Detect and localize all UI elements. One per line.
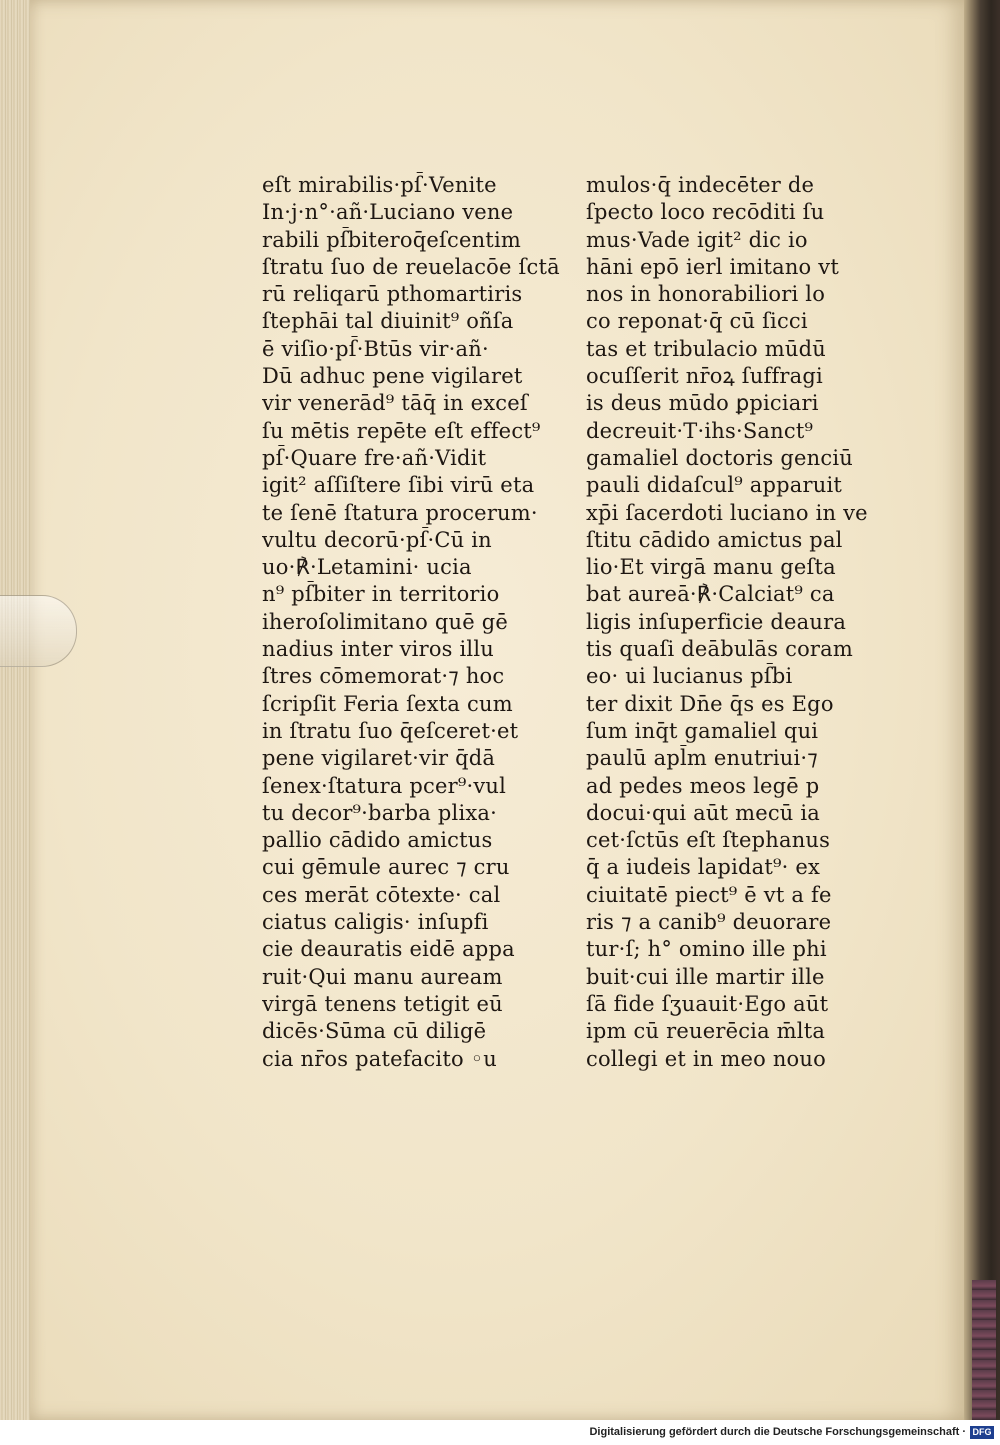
text-line: hāni epō ierl imitano vt (586, 254, 839, 279)
text-line: In·j·n°·añ·Luciano vene (262, 200, 514, 225)
text-line: xp̄i ſacerdoti luciano in ve (586, 500, 868, 525)
text-line: in ſtratu ſuo q̄eſceret·et (262, 718, 519, 743)
text-line: ſum inq̄t gamaliel qui (586, 718, 819, 743)
text-line: lio·Et virgā manu geſta (586, 555, 836, 580)
text-line: dicēs·Sūma cū diligē (262, 1019, 487, 1044)
text-line: buit·cui ille martir ille (586, 964, 825, 989)
text-line: eſt mirabilis·pſ̄·Venite (262, 173, 497, 197)
text-line: tas et tribulacio mūdū (586, 336, 826, 361)
text-line: pauli didaſcul⁹ apparuit (586, 473, 843, 498)
text-line: paulū apl̄m enutriui·⁊ (586, 746, 818, 771)
text-line: ē viſio·pſ̄·Btūs vir·añ· (262, 336, 489, 361)
text-line: rū reliqarū pthomartiris (262, 282, 523, 307)
text-line: nos in honorabiliori lo (586, 282, 826, 307)
right-text-column (586, 172, 876, 1073)
text-line: ſā fide ſʒuauit·Ego aūt (586, 991, 829, 1016)
text-line: ſcripſit Feria ſexta cum (262, 691, 513, 716)
text-line: igit² aſſiſtere ſibi virū eta (262, 473, 535, 498)
left-text-column (262, 172, 562, 1073)
text-line: cia nr̄os patefacito ◦u (262, 1046, 498, 1071)
text-line: ocuſſerit nr̄oꝝ ſuffragi (586, 364, 823, 389)
text-line: collegi et in meo nouo (586, 1046, 826, 1071)
text-line: ſpecto loco recōditi ſu (586, 200, 825, 225)
text-line: tis quaſi deābulās coram (586, 637, 853, 662)
text-line: pene vigilaret·vir q̄dā (262, 746, 496, 771)
text-line: ſtitu cādido amictus pal (586, 527, 843, 552)
text-line: nadius inter viros illu (262, 637, 494, 662)
book-binding (964, 0, 1000, 1420)
text-line: te ſenē ſtatura procerum· (262, 500, 538, 525)
text-line: cui gēmule aurec ⁊ cru (262, 855, 510, 880)
text-line: tur·ſ; h° omino ille phi (586, 937, 827, 962)
text-line: ſtres cōmemorat·⁊ hoc (262, 664, 505, 689)
text-line: rabili pſ̄biteroq̄eſcentim (262, 227, 521, 252)
text-line: bat aureā·℟·Calciat⁹ ca (586, 582, 835, 607)
text-line: co reponat·q̄ cū ſicci (586, 309, 808, 334)
text-line: ciuitatē piect⁹ ē vt a fe (586, 882, 832, 907)
text-line: Dū adhuc pene vigilaret (262, 364, 523, 389)
text-line: n⁹ pſ̄biter in territorio (262, 582, 500, 607)
text-line: gamaliel doctoris genciū (586, 445, 853, 470)
dfg-logo: DFG (970, 1426, 994, 1439)
text-line: cet·ſctūs eſt ſtephanus (586, 828, 831, 853)
text-line: ipm cū reuerēcia m̄lta (586, 1019, 826, 1044)
text-line: pſ̄·Quare fre·añ·Vidit (262, 445, 487, 470)
text-line: ces merāt cōtexte· cal (262, 882, 501, 907)
text-line: is deus mūdo ꝑpiciari (586, 391, 819, 416)
text-line: ſu mētis repēte eſt effect⁹ (262, 418, 541, 443)
binding-ribbon (972, 1280, 996, 1420)
page-clip (0, 595, 77, 667)
text-line: pallio cādido amictus (262, 828, 493, 853)
text-line: virgā tenens tetigit eū (262, 991, 503, 1016)
text-line: ſtephāi tal diuinit⁹ oñſa (262, 309, 514, 334)
text-line: ruit·Qui manu auream (262, 964, 503, 989)
text-line: eo· ui lucianus pſ̄bi (586, 664, 793, 689)
text-line: uo·℟·Letamini· ucia (262, 555, 472, 580)
funding-credit: Digitalisierung gefördert durch die Deutsche Forschungsgemeinschaft · (589, 1426, 966, 1438)
text-line: mus·Vade igit² dic io (586, 227, 808, 252)
text-line: q̄ a iudeis lapidat⁹· ex (586, 855, 821, 880)
text-line: ſtratu ſuo de reuelacōe ſctā (262, 254, 560, 279)
text-line: ter dixit Dn̄e q̄s es Ego (586, 691, 834, 716)
text-line: ris ⁊ a canib⁹ deuorare (586, 910, 832, 935)
text-line: docui·qui aūt mecū ia (586, 800, 821, 825)
text-line: ad pedes meos legē p (586, 773, 820, 798)
text-line: ciatus caligis· inſupfi (262, 910, 489, 935)
text-line: iheroſolimitano quē gē (262, 609, 508, 634)
text-line: ligis inſuperficie deaura (586, 609, 847, 634)
text-line: cie deauratis eidē appa (262, 937, 515, 962)
text-line: tu decor⁹·barba plixa· (262, 800, 498, 825)
text-line: ſenex·ſtatura pcer⁹·vul (262, 773, 507, 798)
text-line: decreuit·T·ihs·Sanct⁹ (586, 418, 814, 443)
text-line: mulos·q̄ indecēter de (586, 173, 815, 197)
text-line: vir venerād⁹ tāq̄ in exceſ (262, 391, 528, 416)
text-line: vultu decorū·pſ̄·Cū in (262, 527, 492, 552)
